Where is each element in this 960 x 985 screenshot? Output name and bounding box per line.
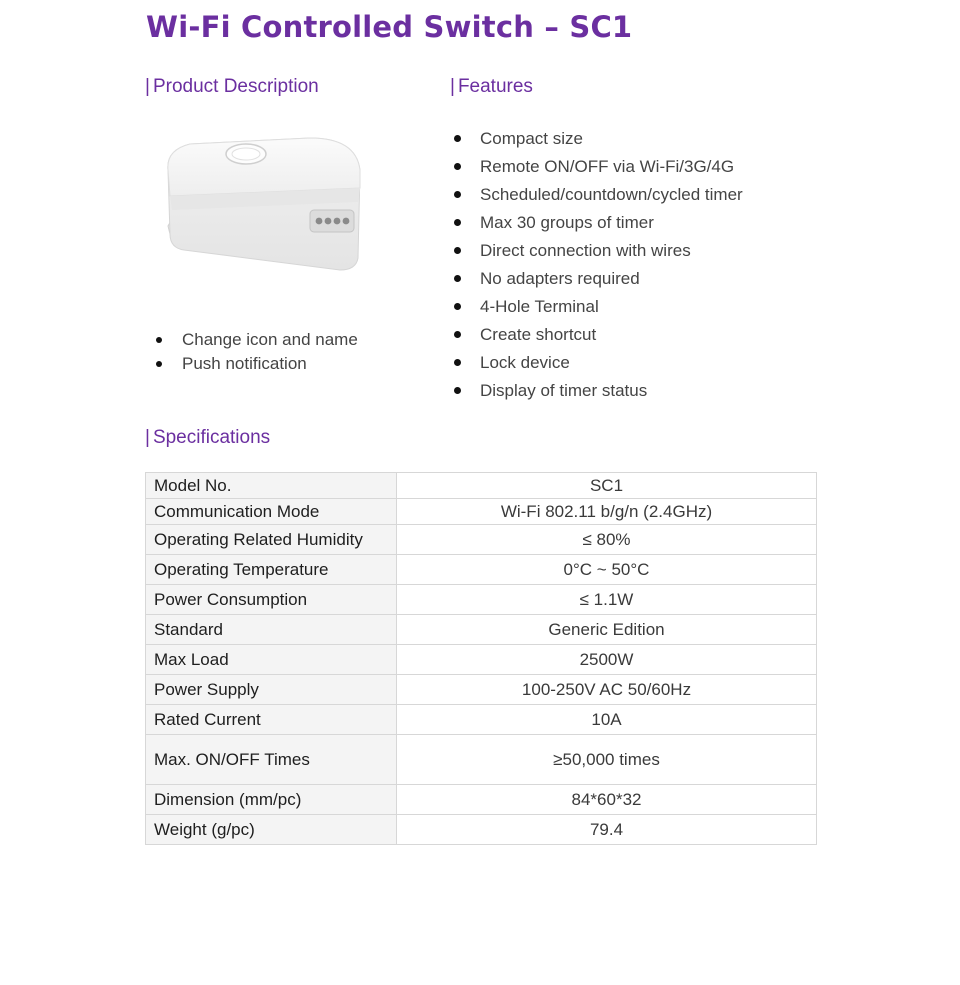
list-item: Lock device — [450, 350, 743, 378]
product-description-heading — [145, 76, 319, 98]
table-row — [146, 705, 817, 735]
specifications-heading — [145, 427, 270, 449]
table-row — [146, 585, 817, 615]
product-image — [160, 130, 370, 280]
list-item: Change icon and name — [152, 328, 358, 352]
table-row — [146, 815, 817, 845]
spec-value: 100-250V AC 50/60Hz — [397, 675, 817, 705]
heading-bar: | — [145, 76, 150, 97]
list-item: Direct connection with wires — [450, 238, 743, 266]
description-bullet-list — [152, 328, 358, 376]
spec-label: Communication Mode — [146, 499, 397, 525]
spec-value: 10A — [397, 705, 817, 735]
table-row — [146, 675, 817, 705]
table-row — [146, 615, 817, 645]
list-item: No adapters required — [450, 266, 743, 294]
spec-label: Standard — [146, 615, 397, 645]
table-row — [146, 473, 817, 499]
specifications-table — [145, 472, 817, 845]
table-row — [146, 735, 817, 785]
page-title: Wi-Fi Controlled Switch – SC1 — [146, 10, 633, 44]
spec-value: ≤ 80% — [397, 525, 817, 555]
heading-text: Product Description — [152, 76, 319, 97]
table-row — [146, 785, 817, 815]
list-item: Compact size — [450, 126, 743, 154]
heading-text: Specifications — [152, 427, 271, 448]
spec-value: Wi-Fi 802.11 b/g/n (2.4GHz) — [397, 499, 817, 525]
heading-text: Features — [457, 76, 533, 97]
table-row — [146, 525, 817, 555]
spec-value: 79.4 — [397, 815, 817, 845]
table-row — [146, 499, 817, 525]
spec-value: 2500W — [397, 645, 817, 675]
list-item: Push notification — [152, 352, 358, 376]
list-item: Scheduled/countdown/cycled timer — [450, 182, 743, 210]
spec-label: Power Consumption — [146, 585, 397, 615]
list-item: 4-Hole Terminal — [450, 294, 743, 322]
spec-label: Operating Temperature — [146, 555, 397, 585]
spec-label: Max Load — [146, 645, 397, 675]
spec-label: Max. ON/OFF Times — [146, 735, 397, 785]
spec-label: Dimension (mm/pc) — [146, 785, 397, 815]
features-heading — [450, 76, 533, 98]
spec-value: 0°C ~ 50°C — [397, 555, 817, 585]
spec-value: ≥50,000 times — [397, 735, 817, 785]
spec-label: Weight (g/pc) — [146, 815, 397, 845]
spec-label: Power Supply — [146, 675, 397, 705]
table-row — [146, 555, 817, 585]
table-row — [146, 645, 817, 675]
list-item: Remote ON/OFF via Wi-Fi/3G/4G — [450, 154, 743, 182]
spec-label: Operating Related Humidity — [146, 525, 397, 555]
spec-label: Model No. — [146, 473, 397, 499]
features-bullet-list — [450, 126, 743, 406]
spec-value: 84*60*32 — [397, 785, 817, 815]
list-item: Display of timer status — [450, 378, 743, 406]
heading-bar: | — [145, 427, 150, 448]
spec-value: ≤ 1.1W — [397, 585, 817, 615]
list-item: Max 30 groups of timer — [450, 210, 743, 238]
list-item: Create shortcut — [450, 322, 743, 350]
heading-bar: | — [450, 76, 455, 97]
spec-value: SC1 — [397, 473, 817, 499]
spec-value: Generic Edition — [397, 615, 817, 645]
spec-label: Rated Current — [146, 705, 397, 735]
